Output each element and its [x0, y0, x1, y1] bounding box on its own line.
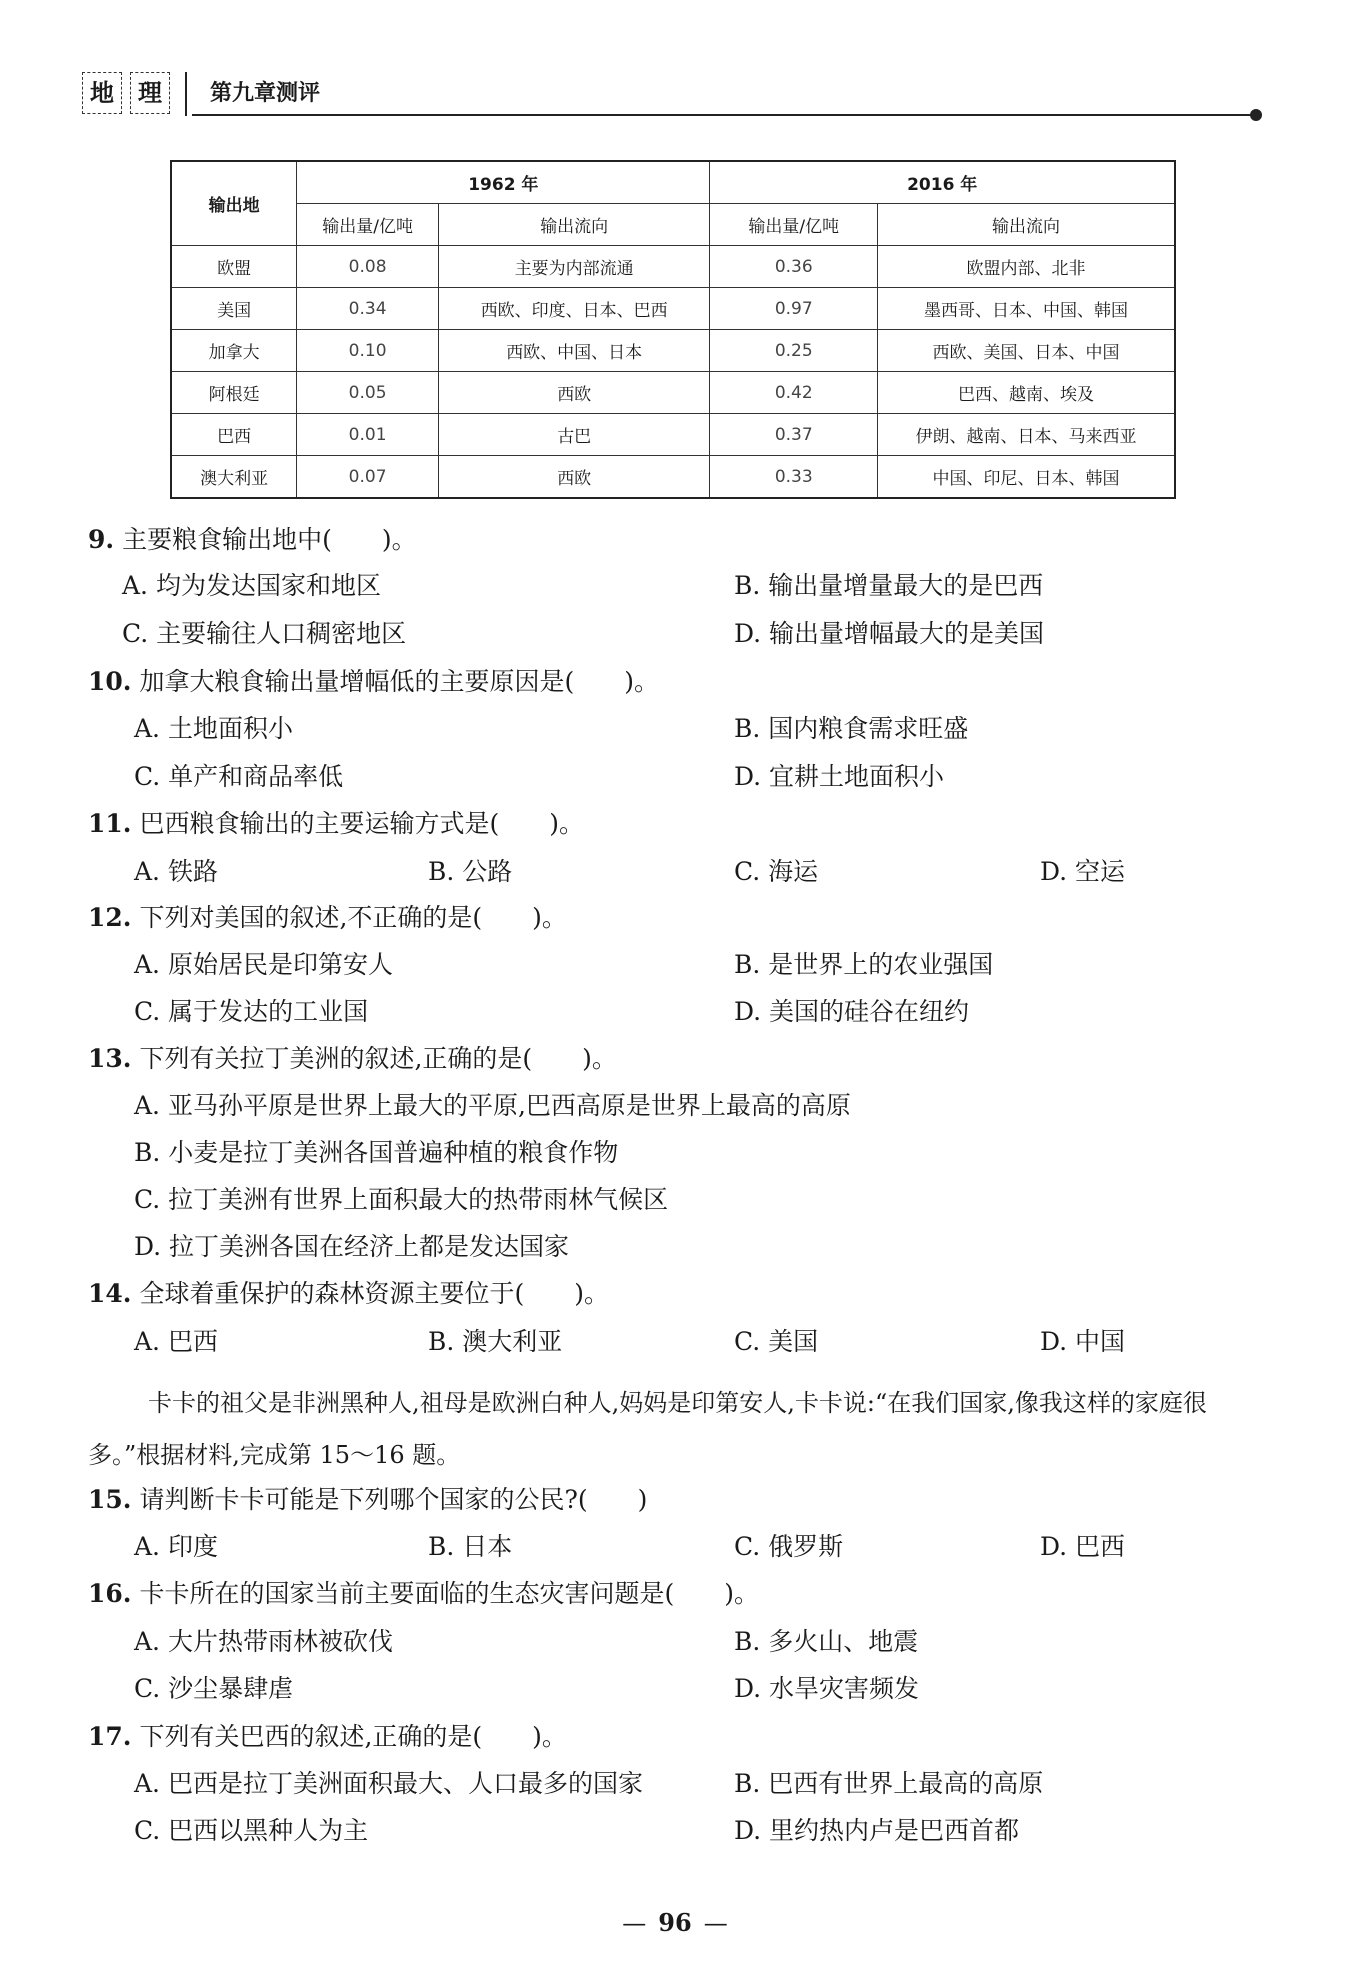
- option-a: A. 原始居民是印第安人: [134, 950, 393, 979]
- option-c: C. 属于发达的工业国: [134, 997, 369, 1026]
- option-b: B. 是世界上的农业强国: [734, 950, 994, 979]
- option-a: A. 铁路: [134, 857, 218, 886]
- subject-char: 理: [130, 72, 170, 114]
- option-d: D. 巴西: [1040, 1532, 1126, 1561]
- sub-dir: 输出流向: [878, 204, 1175, 246]
- subject-char: 地: [82, 72, 122, 114]
- cell-qty-2016: 0.36: [710, 246, 878, 288]
- cell-dir-2016: 伊朗、越南、日本、马来西亚: [878, 414, 1175, 456]
- option-c: C. 沙尘暴肆虐: [134, 1674, 294, 1703]
- page-number: [0, 1908, 1350, 1937]
- option-b: B. 公路: [428, 857, 513, 886]
- question-14: [88, 1274, 609, 1310]
- option-a: A. 亚马孙平原是世界上最大的平原,巴西高原是世界上最高的高原: [134, 1091, 851, 1120]
- option-c: C. 巴西以黑种人为主: [134, 1816, 369, 1845]
- cell-qty-1962: 0.01: [297, 414, 439, 456]
- subject-label: [82, 72, 178, 114]
- option-c: C. 海运: [734, 857, 819, 886]
- option-c: C. 主要输往人口稠密地区: [122, 619, 407, 648]
- question-number: 15.: [88, 1485, 132, 1514]
- page-dash: —: [703, 1909, 728, 1937]
- cell-dir-2016: 墨西哥、日本、中国、韩国: [878, 288, 1175, 330]
- option-d: D. 空运: [1040, 857, 1126, 886]
- cell-dir-2016: 中国、印尼、日本、韩国: [878, 456, 1175, 499]
- option-a: A. 巴西: [134, 1327, 218, 1356]
- cell-qty-1962: 0.08: [297, 246, 439, 288]
- question-number: 10.: [88, 667, 132, 696]
- question-stem: 卡卡所在的国家当前主要面临的生态灾害问题是( )。: [139, 1579, 759, 1608]
- question-13: [88, 1039, 617, 1075]
- option-b: B. 日本: [428, 1532, 513, 1561]
- cell-origin: 澳大利亚: [171, 456, 297, 499]
- option-c: C. 美国: [734, 1327, 819, 1356]
- question-stem: 全球着重保护的森林资源主要位于( )。: [139, 1279, 609, 1308]
- option-c: C. 拉丁美洲有世界上面积最大的热带雨林气候区: [134, 1185, 669, 1214]
- cell-origin: 阿根廷: [171, 372, 297, 414]
- question-stem: 主要粮食输出地中( )。: [122, 525, 417, 554]
- option-d: D. 水旱灾害频发: [734, 1674, 920, 1703]
- question-15: [88, 1480, 647, 1516]
- question-stem: 下列有关拉丁美洲的叙述,正确的是( )。: [139, 1044, 617, 1073]
- cell-qty-2016: 0.97: [710, 288, 878, 330]
- question-number: 16.: [88, 1579, 132, 1608]
- cell-origin: 欧盟: [171, 246, 297, 288]
- sub-qty: 输出量/亿吨: [297, 204, 439, 246]
- cell-qty-1962: 0.05: [297, 372, 439, 414]
- header-rule-dot: [1250, 109, 1262, 121]
- question-stem: 下列对美国的叙述,不正确的是( )。: [139, 903, 567, 932]
- question-number: 11.: [88, 809, 132, 838]
- grain-export-table: [170, 160, 1176, 499]
- question-10: [88, 662, 659, 698]
- question-number: 17.: [88, 1722, 132, 1751]
- table-row: [171, 372, 1175, 414]
- option-c: C. 俄罗斯: [734, 1532, 844, 1561]
- header-divider: [185, 72, 187, 116]
- material-paragraph: 卡卡的祖父是非洲黑种人,祖母是欧洲白种人,妈妈是印第安人,卡卡说:“在我们国家,像我这样的家庭很多。”根据材料,完成第 15～16 题。: [88, 1389, 1207, 1469]
- cell-dir-2016: 巴西、越南、埃及: [878, 372, 1175, 414]
- question-stem: 巴西粮食输出的主要运输方式是( )。: [139, 809, 584, 838]
- option-a: A. 土地面积小: [134, 714, 293, 743]
- cell-origin: 巴西: [171, 414, 297, 456]
- question-number: 12.: [88, 903, 132, 932]
- cell-qty-2016: 0.42: [710, 372, 878, 414]
- cell-dir-2016: 西欧、美国、日本、中国: [878, 330, 1175, 372]
- cell-qty-2016: 0.37: [710, 414, 878, 456]
- sub-dir: 输出流向: [438, 204, 709, 246]
- page-dash: —: [622, 1909, 647, 1937]
- question-number: 13.: [88, 1044, 132, 1073]
- cell-qty-1962: 0.10: [297, 330, 439, 372]
- option-b: B. 小麦是拉丁美洲各国普遍种植的粮食作物: [134, 1138, 619, 1167]
- option-b: B. 巴西有世界上最高的高原: [734, 1769, 1044, 1798]
- question-16: [88, 1574, 759, 1610]
- sub-qty: 输出量/亿吨: [710, 204, 878, 246]
- header-rule: [192, 114, 1255, 116]
- option-a: A. 均为发达国家和地区: [122, 571, 381, 600]
- option-d: D. 拉丁美洲各国在经济上都是发达国家: [134, 1232, 570, 1261]
- table-row: [171, 288, 1175, 330]
- option-d: D. 宜耕土地面积小: [734, 762, 945, 791]
- question-stem: 下列有关巴西的叙述,正确的是( )。: [139, 1722, 567, 1751]
- question-11: [88, 804, 584, 840]
- question-9: [88, 520, 417, 556]
- question-stem: 加拿大粮食输出量增幅低的主要原因是( )。: [139, 667, 659, 696]
- table-row: [171, 330, 1175, 372]
- table-row: [171, 414, 1175, 456]
- question-17: [88, 1717, 567, 1753]
- cell-dir-1962: 西欧、印度、日本、巴西: [438, 288, 709, 330]
- cell-dir-1962: 西欧: [438, 456, 709, 499]
- option-b: B. 澳大利亚: [428, 1327, 563, 1356]
- col-year-1962: 1962 年: [297, 161, 710, 204]
- cell-qty-1962: 0.07: [297, 456, 439, 499]
- option-a: A. 印度: [134, 1532, 218, 1561]
- cell-origin: 加拿大: [171, 330, 297, 372]
- page-number-value: 96: [658, 1908, 692, 1937]
- option-d: D. 输出量增幅最大的是美国: [734, 619, 1045, 648]
- option-b: B. 输出量增量最大的是巴西: [734, 571, 1044, 600]
- cell-origin: 美国: [171, 288, 297, 330]
- option-a: A. 巴西是拉丁美洲面积最大、人口最多的国家: [134, 1769, 643, 1798]
- question-12: [88, 898, 567, 934]
- question-number: 9.: [88, 525, 115, 554]
- cell-dir-1962: 主要为内部流通: [438, 246, 709, 288]
- option-b: B. 多火山、地震: [734, 1627, 919, 1656]
- question-stem: 请判断卡卡可能是下列哪个国家的公民?( ): [139, 1485, 648, 1514]
- page-header: [82, 72, 1262, 122]
- option-d: D. 里约热内卢是巴西首都: [734, 1816, 1020, 1845]
- cell-dir-1962: 西欧: [438, 372, 709, 414]
- question-number: 14.: [88, 1279, 132, 1308]
- cell-qty-1962: 0.34: [297, 288, 439, 330]
- option-d: D. 美国的硅谷在纽约: [734, 997, 970, 1026]
- option-a: A. 大片热带雨林被砍伐: [134, 1627, 393, 1656]
- table-row: [171, 456, 1175, 499]
- option-d: D. 中国: [1040, 1327, 1126, 1356]
- table-row: [171, 246, 1175, 288]
- col-origin: 输出地: [171, 161, 297, 246]
- col-year-2016: 2016 年: [710, 161, 1175, 204]
- option-b: B. 国内粮食需求旺盛: [734, 714, 969, 743]
- option-c: C. 单产和商品率低: [134, 762, 344, 791]
- chapter-title: 第九章测评: [210, 80, 321, 106]
- cell-qty-2016: 0.33: [710, 456, 878, 499]
- cell-qty-2016: 0.25: [710, 330, 878, 372]
- cell-dir-1962: 古巴: [438, 414, 709, 456]
- cell-dir-2016: 欧盟内部、北非: [878, 246, 1175, 288]
- cell-dir-1962: 西欧、中国、日本: [438, 330, 709, 372]
